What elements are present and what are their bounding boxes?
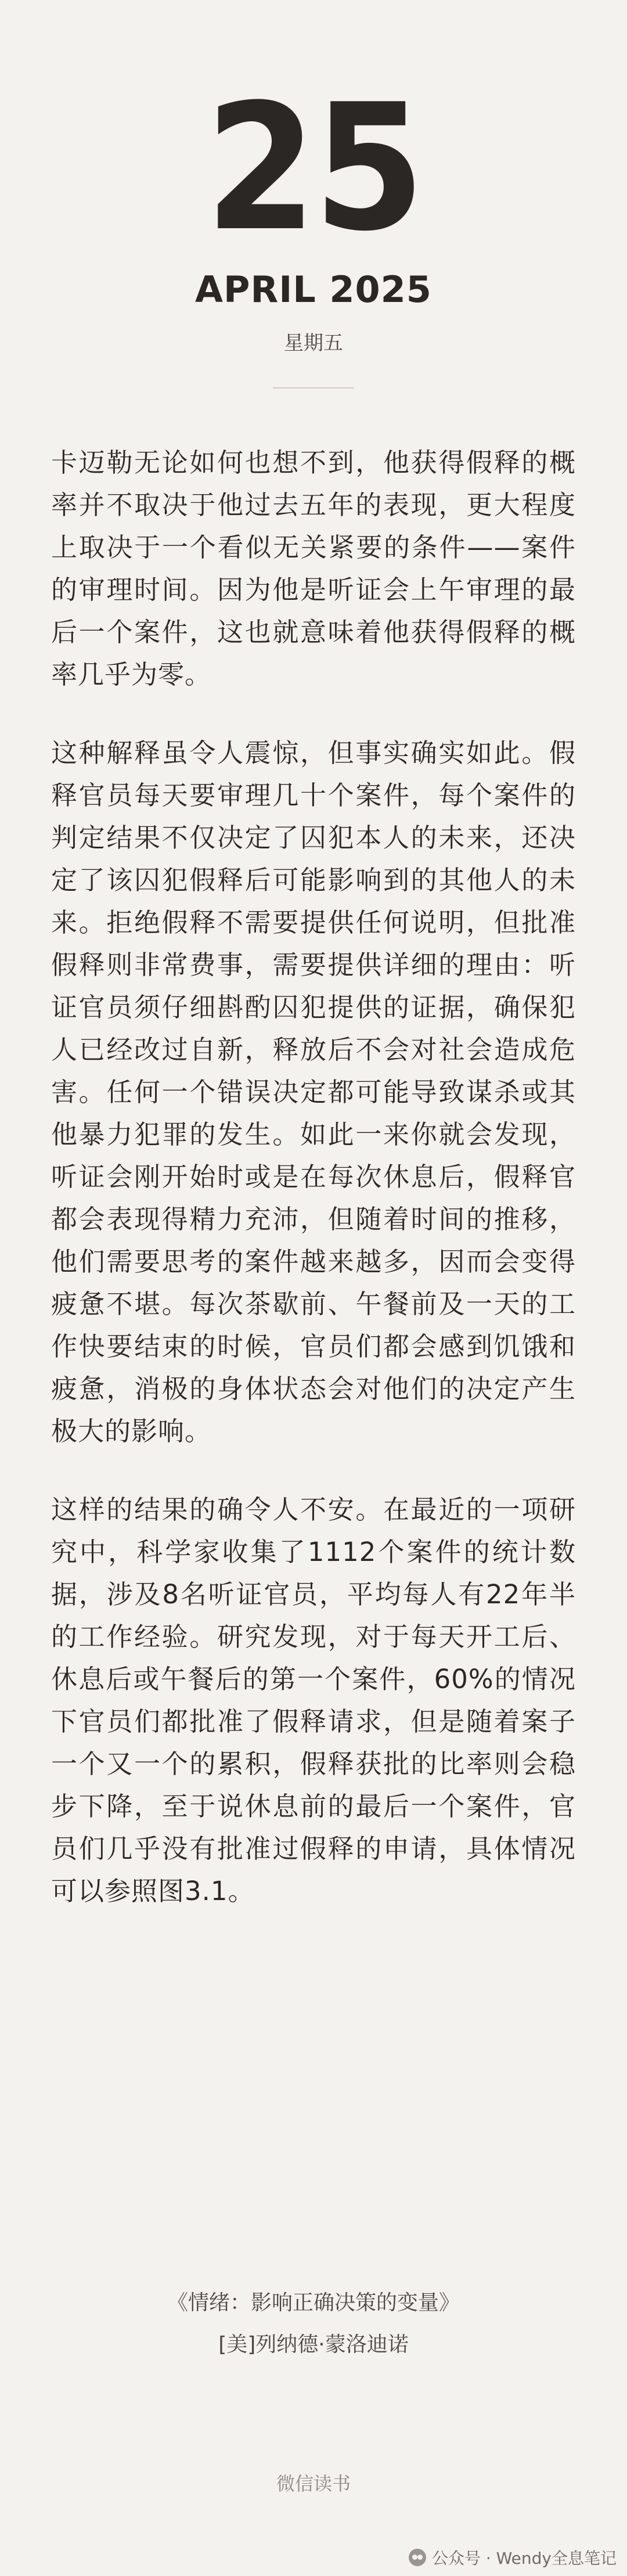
app-name-label: 微信读书 xyxy=(276,2473,351,2495)
wechat-official-account-icon xyxy=(409,2549,426,2566)
date-day: 25 xyxy=(205,67,422,269)
watermark xyxy=(409,2546,617,2569)
date-weekday: 星期五 xyxy=(284,332,343,355)
article-paragraph-1: 卡迈勒无论如何也想不到，他获得假释的概率并不取决于他过去五年的表现，更大程度上取决于一个看似无关紧要的条件——案件的审理时间。因为他是听证会上午审理的最后一个案件，这也就意味着他获得假释的概率几乎为零。 xyxy=(51,447,576,690)
article-paragraph-3: 这样的结果的确令人不安。在最近的一项研究中，科学家收集了1112个案件的统计数据，涉及8名听证官员，平均每人有22年半的工作经验。研究发现，对于每天开工后、休息后或午餐后的第一个案件，60%的情况下官员们都批准了假释请求，但是随着案子一个又一个的累积，假释获批的比率则会稳步下降，至于说休息前的最后一个案件，官员们几乎没有批准过假释的申请，具体情况可以参照图3.1。 xyxy=(51,1494,576,1906)
watermark-text: 公众号 · Wendy全息笔记 xyxy=(431,2549,617,2568)
date-header xyxy=(0,67,627,355)
book-source xyxy=(0,2288,627,2360)
header-divider xyxy=(273,387,354,388)
article-body xyxy=(51,441,576,1948)
book-title: 《情绪：影响正确决策的变量》 xyxy=(167,2291,460,2315)
date-month-year: APRIL 2025 xyxy=(195,268,432,311)
book-author: [美]列纳德·蒙洛迪诺 xyxy=(218,2333,409,2356)
article-paragraph-2: 这种解释虽令人震惊，但事实确实如此。假释官员每天要审理几十个案件，每个案件的判定结果不仅决定了囚犯本人的未来，还决定了该囚犯假释后可能影响到的其他人的未来。拒绝假释不需要提供任何说明，但批准假释则非常费事，需要提供详细的理由：听证官员须仔细斟酌囚犯提供的证据，确保犯人已经改过自新，释放后不会对社会造成危害。任何一个错误决定都可能导致谋杀或其他暴力犯罪的发生。如此一来你就会发现，听证会刚开始时或是在每次休息后，假释官都会表现得精力充沛，但随着时间的推移，他们需要思考的案件越来越多，因而会变得疲惫不堪。每次茶歇前、午餐前及一天的工作快要结束的时候，官员们都会感到饥饿和疲惫，消极的身体状态会对他们的决定产生极大的影响。 xyxy=(51,737,576,1447)
